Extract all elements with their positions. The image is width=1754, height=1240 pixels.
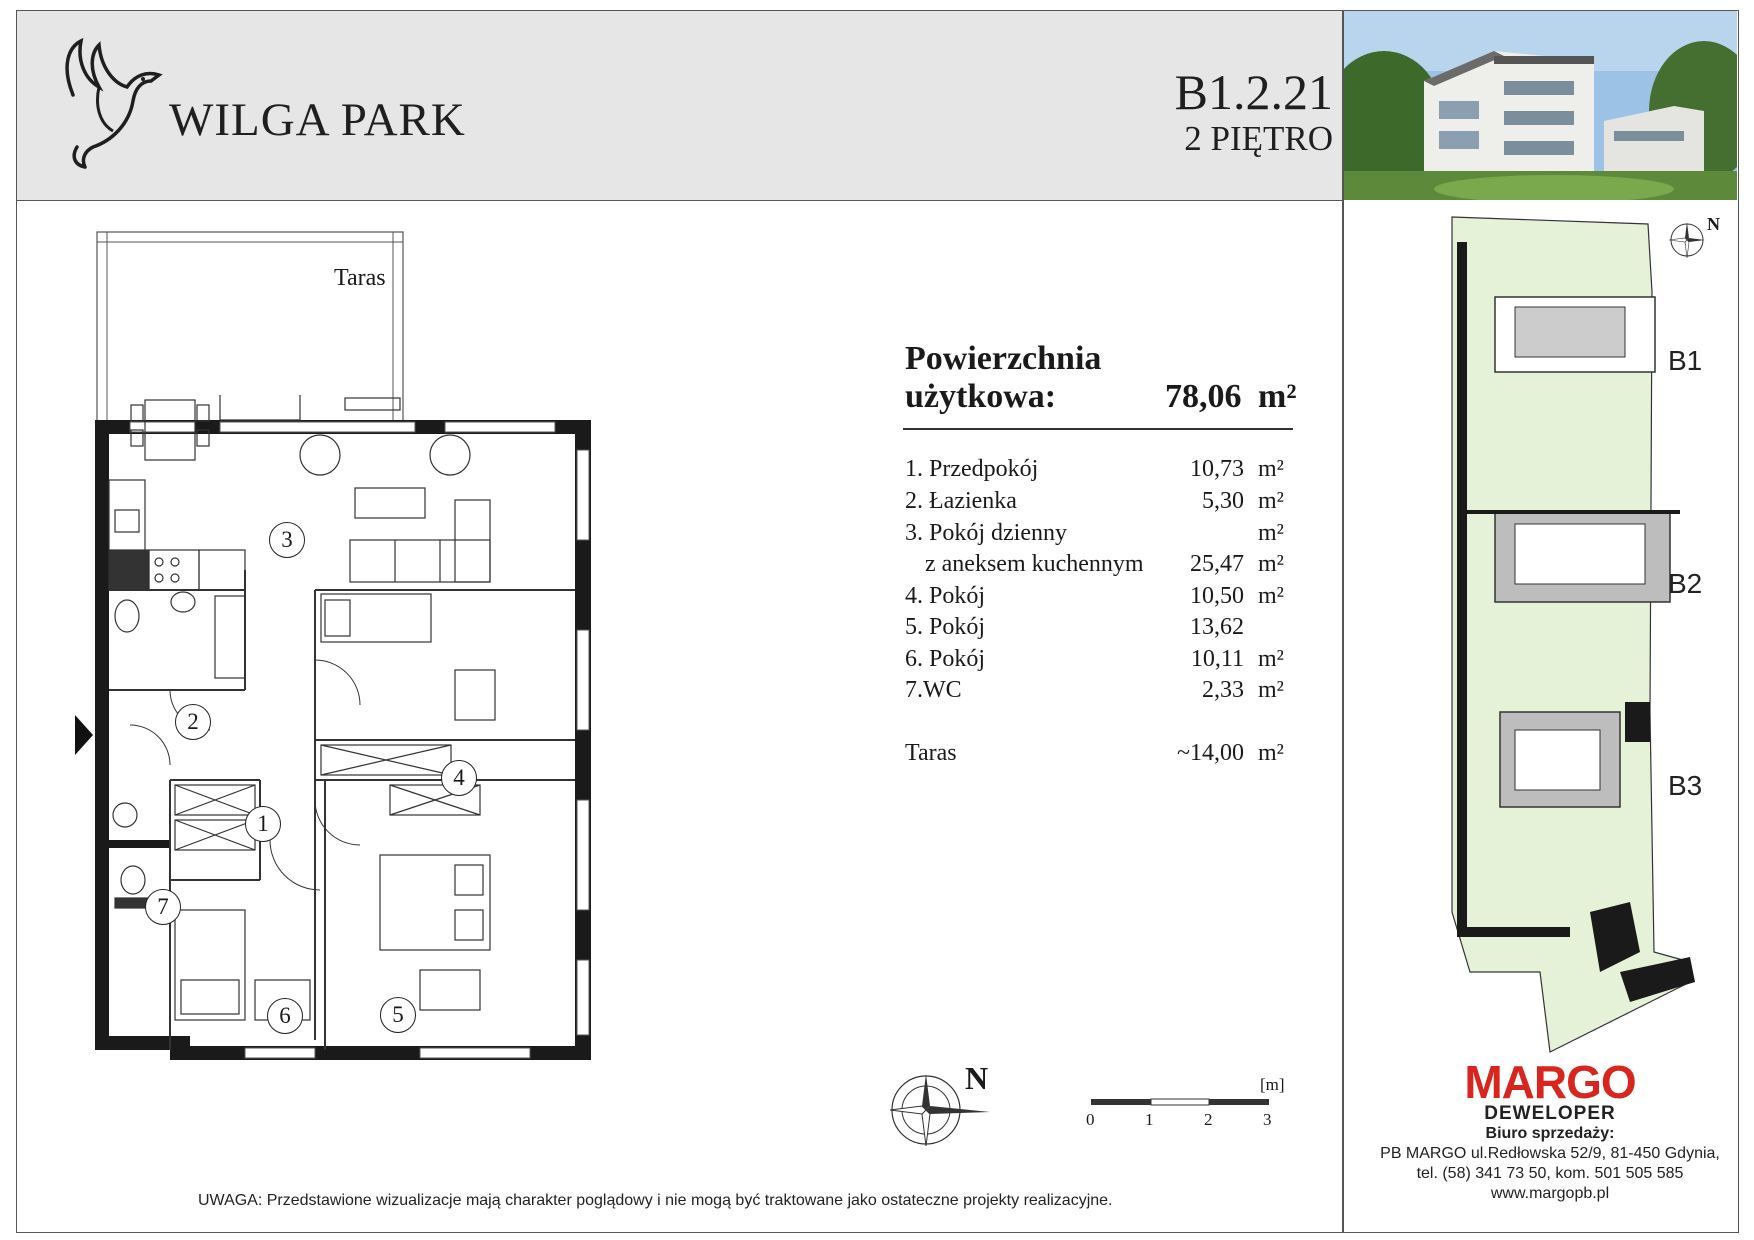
- sales-office-phone: tel. (58) 341 73 50, kom. 501 505 585: [1416, 1165, 1684, 1182]
- room-value: 2,33: [1202, 677, 1244, 703]
- sales-office-label: Biuro sprzedaży:: [1485, 1125, 1615, 1142]
- room-number-1: 1: [245, 806, 281, 842]
- room-value: 13,62: [1190, 614, 1244, 640]
- room-name: 3. Pokój dzienny: [905, 520, 1067, 546]
- room-value: 10,73: [1190, 456, 1244, 482]
- room-name: 7.WC: [905, 677, 962, 703]
- room-unit: m²: [1258, 583, 1284, 609]
- floor-label: 2 PIĘTRO: [1184, 119, 1333, 158]
- building-label-b3: B3: [1668, 770, 1703, 801]
- unit-code: B1.2.21: [1174, 64, 1333, 120]
- scale-tick-2: 2: [1204, 1110, 1213, 1129]
- room-value: 25,47: [1190, 551, 1244, 577]
- room-name: 1. Przedpokój: [905, 456, 1039, 482]
- room-number-4: 4: [441, 760, 477, 796]
- scale-unit: [m]: [1260, 1075, 1285, 1094]
- room-number-6: 6: [267, 998, 303, 1034]
- room-unit: m²: [1258, 551, 1284, 577]
- room-unit: m²: [1258, 456, 1284, 482]
- room-name: 5. Pokój: [905, 614, 986, 640]
- site-compass-north-label: N: [1707, 214, 1720, 234]
- entrance-arrow-icon: [75, 715, 93, 755]
- room-value: 5,30: [1202, 488, 1244, 514]
- room-unit: m²: [1258, 520, 1284, 546]
- building-label-b1: B1: [1668, 345, 1703, 376]
- room-name: z aneksem kuchennym: [925, 551, 1144, 577]
- scale-tick-1: 1: [1145, 1110, 1154, 1129]
- building-rendering: [1344, 11, 1737, 200]
- room-value: 10,50: [1190, 583, 1244, 609]
- compass-north-label: N: [965, 1060, 989, 1096]
- floor-plan: [75, 220, 595, 1160]
- room-unit: m²: [1258, 646, 1284, 672]
- terrace-value: ~14,00: [1177, 740, 1244, 766]
- room-number-7: 7: [145, 889, 181, 925]
- scale-tick-0: 0: [1086, 1110, 1095, 1129]
- margo-logo: MARGO: [1464, 1056, 1636, 1108]
- brand-name: WILGA PARK: [169, 94, 466, 146]
- area-title-line1: Powierzchnia: [905, 340, 1102, 377]
- sales-office-website[interactable]: www.margopb.pl: [1490, 1185, 1610, 1202]
- room-name: 4. Pokój: [905, 583, 986, 609]
- area-title: [905, 340, 1101, 416]
- area-divider: [903, 428, 1293, 430]
- terrace-unit: m²: [1258, 740, 1284, 766]
- terrace-name: Taras: [905, 740, 957, 766]
- developer-info: [1370, 1056, 1730, 1204]
- wilga-bird-logo: [55, 35, 175, 175]
- room-name: 2. Łazienka: [905, 488, 1017, 514]
- header: [17, 11, 1342, 201]
- disclaimer-notice: UWAGA: Przedstawione wizualizacje mają charakter poglądowy i nie mogą być traktowane jako ostateczne projekty realizacyjne.: [198, 1192, 1113, 1209]
- area-total: 78,06: [1165, 378, 1242, 415]
- room-unit: m²: [1258, 677, 1284, 703]
- building-label-b2: B2: [1668, 568, 1703, 599]
- room-value: 10,11: [1190, 646, 1244, 672]
- room-number-2: 2: [175, 704, 211, 740]
- area-total-unit: m²: [1258, 378, 1297, 415]
- terrace-outline: [97, 232, 403, 422]
- room-name: 6. Pokój: [905, 646, 986, 672]
- room-number-5: 5: [380, 997, 416, 1033]
- scale-bar: [1085, 1095, 1275, 1125]
- margo-subtitle: DEWELOPER: [1484, 1103, 1616, 1124]
- area-title-line2: użytkowa:: [905, 378, 1057, 415]
- scale-tick-3: 3: [1263, 1110, 1272, 1129]
- room-unit: m²: [1258, 488, 1284, 514]
- sales-office-address: PB MARGO ul.Redłowska 52/9, 81-450 Gdynia,: [1380, 1145, 1720, 1162]
- site-plan: [1440, 212, 1720, 1062]
- room-number-3: 3: [269, 522, 305, 558]
- plan-terrace-label: Taras: [334, 265, 386, 291]
